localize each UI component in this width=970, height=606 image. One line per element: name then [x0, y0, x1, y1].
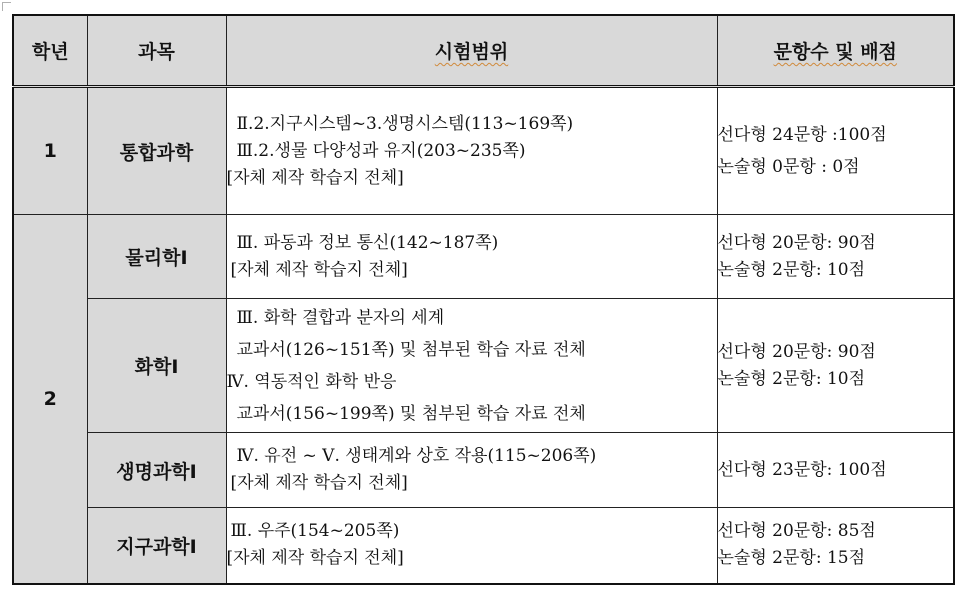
- table-row: [13, 215, 954, 299]
- score-line: 선다형 20문항: 90점: [717, 232, 876, 253]
- range-line: 교과서(126~151쪽) 및 첨부된 학습 자료 전체: [236, 339, 586, 360]
- score-line: 논술형 2문항: 10점: [717, 259, 866, 280]
- header-range: [226, 15, 717, 87]
- grade-cell: 1: [13, 87, 87, 215]
- range-line: [자체 제작 학습지 전체]: [230, 259, 408, 280]
- range-line: Ⅱ.2.지구시스템~3.생명시스템(113~169쪽): [236, 113, 574, 134]
- table-row: [13, 299, 954, 433]
- score-cell: [717, 508, 954, 584]
- score-cell: [717, 433, 954, 508]
- score-cell: [717, 87, 954, 215]
- header-score-text: 문항수 및 배점: [773, 41, 897, 63]
- range-cell: [226, 299, 717, 433]
- header-subject: 과목: [87, 15, 226, 87]
- exam-scope-table: [12, 14, 955, 585]
- score-line: 선다형 23문항: 100점: [717, 459, 887, 480]
- table-row: [13, 433, 954, 508]
- score-line: 선다형 20문항: 90점: [717, 341, 876, 362]
- page-corner-mark: [2, 2, 11, 11]
- header-range-text: 시험범위: [434, 41, 509, 63]
- table-row: [13, 508, 954, 584]
- range-line: Ⅲ. 화학 결합과 분자의 세계: [236, 307, 445, 328]
- range-line: [자체 제작 학습지 전체]: [230, 473, 408, 493]
- subject-cell: 지구과학Ⅰ: [87, 508, 226, 584]
- range-line: [자체 제작 학습지 전체]: [226, 548, 404, 569]
- subject-cell: 통합과학: [87, 87, 226, 215]
- range-line: Ⅲ. 파동과 정보 통신(142~187쪽): [236, 232, 499, 253]
- range-line: Ⅲ.2.생물 다양성과 유지(203~235쪽): [236, 140, 526, 161]
- range-line: Ⅳ. 유전 ~ Ⅴ. 생태계와 상호 작용(115~206쪽): [236, 446, 597, 466]
- range-cell: [226, 215, 717, 299]
- header-grade: 학년: [13, 15, 87, 87]
- range-line: [자체 제작 학습지 전체]: [226, 167, 404, 188]
- score-cell: [717, 215, 954, 299]
- range-line: 교과서(156~199쪽) 및 첨부된 학습 자료 전체: [236, 403, 586, 424]
- table-row: [13, 87, 954, 215]
- grade-cell: 2: [13, 215, 87, 584]
- header-row: [13, 15, 954, 87]
- score-line: 논술형 2문항: 10점: [717, 368, 866, 389]
- subject-cell: 화학Ⅰ: [87, 299, 226, 433]
- range-line: Ⅲ. 우주(154~205쪽): [230, 521, 400, 542]
- header-score: [717, 15, 954, 87]
- subject-cell: 생명과학Ⅰ: [87, 433, 226, 508]
- score-cell: [717, 299, 954, 433]
- subject-cell: 물리학Ⅰ: [87, 215, 226, 299]
- score-line: 선다형 20문항: 85점: [717, 521, 876, 542]
- score-line: 논술형 2문항: 15점: [717, 548, 866, 569]
- range-cell: [226, 433, 717, 508]
- range-cell: [226, 508, 717, 584]
- range-line: Ⅳ. 역동적인 화학 반응: [226, 371, 397, 392]
- score-line: 논술형 0문항 : 0점: [717, 157, 860, 177]
- range-cell: [226, 87, 717, 215]
- score-line: 선다형 24문항 :100점: [717, 125, 887, 145]
